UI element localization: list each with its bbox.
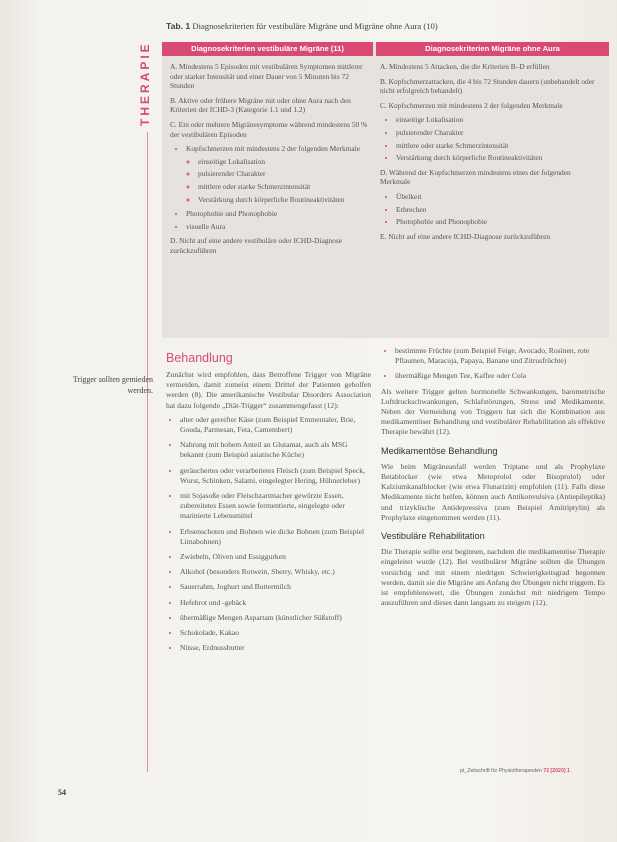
list-item: • mittlere oder starke Schmerzintensität	[396, 141, 602, 151]
table-column-migraine	[380, 62, 602, 246]
section-heading-behandlung: Behandlung	[166, 351, 233, 365]
list-item: • mit Sojasoße oder Fleischzartmacher gewürzte Essen, zubereitetes Essen sowie fermentierte, eingelegte oder marinierte Lebensmittel	[180, 491, 371, 522]
criterion-c: C. Ein oder mehrere Migränesymptome während mindestens 50 % der vestibulären Episoden	[170, 119, 368, 139]
criterion-c-list	[170, 144, 368, 231]
subheading-medikamentoes: Medikamentöse Behandlung	[381, 445, 498, 456]
criterion-d: D. Nicht auf eine andere vestibuläre oder ICHD-Diagnose zurückzuführen	[170, 236, 342, 255]
footer-issue: 72 [2020] 1	[543, 768, 570, 774]
list-item-text: Kopfschmerzen mit mindestens 2 der folgenden Merkmale	[186, 144, 361, 154]
list-item: ◦ Verstärkung durch körperliche Routineaktivitäten	[198, 195, 368, 205]
paragraph-triggers: Als weitere Trigger gelten hormonelle Schwankungen, barometrische Luftdruckschwankungen, Schlafstörungen, Stress und Medikamente. Neben der Vermeidung von Triggern hat sich die Kombination aus medikamentöser Behandlung und vestibulärer Rehabilitation als effektive Therapie bewährt (12).	[381, 386, 605, 437]
list-item: ◦ pulsierender Charakter	[198, 169, 368, 179]
subheading-rehabilitation: Vestibuläre Rehabilitation	[381, 531, 485, 542]
paragraph-medikamentoes: Wie beim Migräneanfall werden Triptane und als Prophylaxe Betablocker (wie etwa Metoprolol oder Bisoprolol) oder Kalziumkanalblocker (wie etwa Flunarizin) empfohlen (11). Falls diese Medikamente nicht helfen, können auch Antikonvulsiva (Antiepileptika) und trizyklische Antidepressiva (zum Beispiel Amitriptylin) als Prophylaxe eingenommen werden (11).	[381, 461, 605, 522]
criterion-a: A. Mindestens 5 Episoden mit vestibulären Symptomen mittlerer oder starker Intensität und einer Dauer von 5 Minuten bis 72 Stunden	[170, 62, 363, 91]
criterion-b: B. Aktive oder frühere Migräne mit oder ohne Aura nach den Kriterien der ICHD-3 (Kategorie 1.1 und 1.2)	[170, 95, 351, 115]
list-item: • Sauerrahm, Joghurt und Buttermilch	[180, 582, 371, 592]
list-item: • alter oder gereifter Käse (zum Beispiel Emmentaler, Brie, Gouda, Parmesan, Feta, Camembert)	[180, 415, 371, 435]
table-caption-label: Tab. 1	[166, 21, 191, 31]
criterion-c: C. Kopfschmerzen mit mindestens 2 der folgenden Merkmale	[380, 100, 563, 110]
list-item: ◦ einseitige Lokalisation	[198, 157, 368, 167]
list-item: • Erbrechen	[396, 205, 602, 215]
criterion-a: A. Mindestens 5 Attacken, die die Kriterien B–D erfüllen	[380, 62, 550, 71]
section-rule	[147, 132, 148, 772]
table-caption-text: Diagnosekriterien für vestibuläre Migräne und Migräne ohne Aura (10)	[192, 21, 438, 31]
list-item: • Schokolade, Kakao	[180, 628, 371, 638]
list-item: • visuelle Aura	[186, 222, 368, 232]
list-item: • Übelkeit	[396, 192, 602, 202]
table-header-vestibular: Diagnosekriterien vestibuläre Migräne (11)	[162, 42, 373, 56]
list-item: • Photophobie und Phonophobie	[396, 217, 602, 227]
criterion-d: D. Während der Kopfschmerzen mindestens eines der folgenden Merkmale	[380, 167, 571, 187]
page-number: 54	[58, 788, 66, 797]
footer-journal: pt_Zeitschrift für Physiotherapeuten	[460, 768, 542, 774]
footer	[460, 768, 610, 774]
list-item: • übermäßige Mengen Aspartam (künstlicher Süßstoff)	[180, 613, 371, 623]
list-item: • Verstärkung durch körperliche Routineaktivitäten	[396, 153, 602, 163]
list-item: ◦ mittlere oder starke Schmerzintensität	[198, 182, 368, 192]
margin-note: Trigger sollten gemieden werden.	[72, 375, 153, 395]
criterion-c-list	[380, 115, 602, 162]
list-item: • bestimmte Früchte (zum Beispiel Feige, Avocado, Rosinen, rote Pflaumen, Maracuja, Papaya, Banane und Zitrusfrüchte)	[395, 346, 605, 366]
list-item: • Erbsenschoten und Bohnen wie dicke Bohnen (zum Beispiel Limabohnen)	[180, 527, 371, 547]
trigger-list-continued	[381, 346, 605, 382]
body-column-left	[166, 370, 371, 658]
paragraph-rehabilitation: Die Therapie sollte erst beginnen, nachdem die medikamentöse Therapie eingeleitet wurde (12). Bei vestibulärer Migräne sollten die Übungen vorsichtig und mit einem niedrigen Schwierigkeitsgrad begonnen werden, damit sie die Migräne am Anfang der Übungen nicht triggern. Es ist empfehlenswert, die Übungen zunächst mit niedrigem Tempo auszuführen und dieses dann langsam zu steigern (12).	[381, 547, 605, 608]
sub-list	[186, 157, 368, 204]
list-item: • Hefebrot und -gebäck	[180, 598, 371, 608]
intro-paragraph: Zunächst wird empfohlen, dass Betroffene Trigger von Migräne vermeiden, damit zumeist einem Drittel der Patienten geholfen werden (8). Die amerikanische Vestibular Disorders Association hat dazu folgende „Diät-Trigger“ zusammengefasst (12):	[166, 370, 371, 410]
criterion-d-list	[380, 192, 602, 227]
criterion-b: B. Kopfschmerzattacken, die 4 bis 72 Stunden dauern (unbehandelt oder nicht erfolgreich behandelt)	[380, 76, 595, 96]
list-item: • Nüsse, Erdnussbutter	[180, 643, 371, 653]
list-item: • geräuchertes oder verarbeitetes Fleisch (zum Beispiel Speck, Wurst, Schinken, Salami, eingelegter Hering, Hühnerleber)	[180, 466, 371, 486]
list-item: • Zwiebeln, Oliven und Essiggurken	[180, 552, 371, 562]
list-item: • einseitige Lokalisation	[396, 115, 602, 125]
list-item: • übermäßige Mengen Tee, Kaffee oder Cola	[395, 371, 605, 381]
list-item: • Photophobie und Phonophobie	[186, 209, 368, 219]
criterion-e: E. Nicht auf eine andere ICHD-Diagnose zurückzuführen	[380, 231, 551, 241]
trigger-list	[166, 415, 371, 654]
list-item: • pulsierender Charakter	[396, 128, 602, 138]
list-item: • Nahrung mit hohem Anteil an Glutamat, auch als MSG bekannt (zum Beispiel asiatische Küche)	[180, 440, 371, 460]
body-column-right	[381, 346, 605, 612]
list-item	[186, 144, 368, 204]
table-header-migraine: Diagnosekriterien Migräne ohne Aura	[376, 42, 609, 56]
table-caption	[166, 21, 606, 31]
table-column-vestibular	[170, 62, 368, 261]
list-item: • Alkohol (besonders Rotwein, Sherry, Whisky, etc.)	[180, 567, 371, 577]
section-label: THERAPIE	[138, 41, 152, 126]
